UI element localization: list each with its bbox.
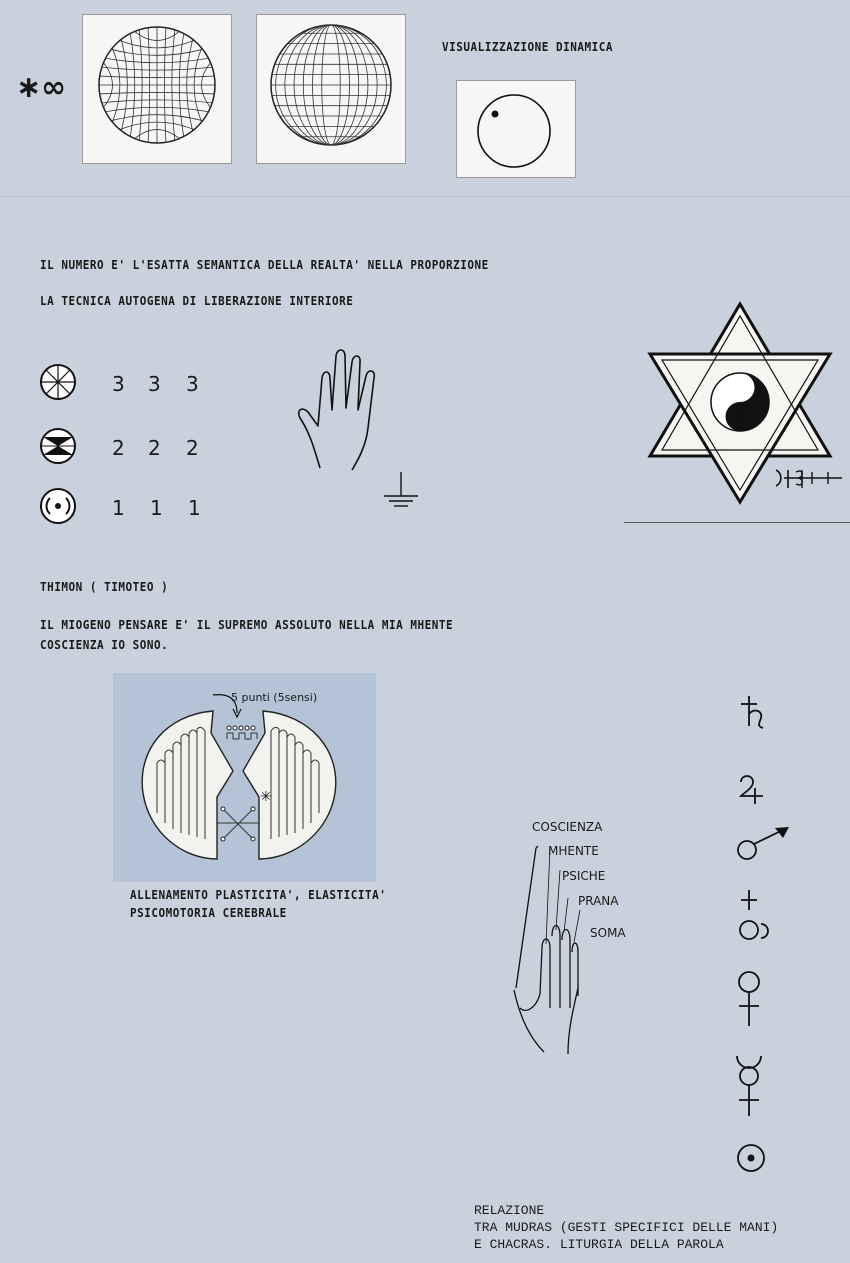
autogenic-technique-line: LA TECNICA AUTOGENA DI LIBERAZIONE INTERIORE [40, 294, 354, 309]
radiating-circle-icon [38, 486, 78, 526]
hourglass-circle-icon [38, 426, 78, 466]
visual-title: VISUALIZZAZIONE DINAMICA [442, 40, 613, 55]
star-infinity-symbol: ∗∞ [16, 70, 67, 105]
mercury-icon [733, 1054, 773, 1118]
hand-ground-icon [292, 348, 402, 528]
brain-diagram-panel [113, 673, 376, 882]
svg-text:✳: ✳ [260, 789, 272, 805]
alchemical-glyph-icon [770, 466, 850, 490]
relazione-line-3: E CHACRAS. LITURGIA DELLA PAROLA [474, 1237, 724, 1252]
thimon-heading: THIMON ( TIMOTEO ) [40, 580, 169, 595]
mars-icon [735, 826, 795, 866]
number-row-3-a: 3 [112, 372, 125, 396]
globe-grid-box [256, 14, 406, 164]
finger-label-soma: SOMA [590, 926, 626, 940]
number-semantics-line: IL NUMERO E' L'ESATTA SEMANTICA DELLA REALTA' NELLA PROPORZIONE [40, 258, 489, 273]
globe-grid-sphere-icon [257, 15, 405, 163]
dot-circle-icon [457, 81, 575, 177]
miogeno-line-2: COSCIENZA IO SONO. [40, 638, 169, 653]
sun-icon [735, 1140, 775, 1180]
number-row-2-c: 2 [186, 436, 199, 460]
earth-moon-icon [735, 888, 775, 944]
finger-label-prana: PRANA [578, 894, 619, 908]
number-row-1-b: 1 [150, 496, 163, 520]
brain-caption-1: ALLENAMENTO PLASTICITA', ELASTICITA' [130, 888, 387, 903]
five-senses-label: 5 punti (5sensi) [231, 691, 318, 704]
miogeno-line-1: IL MIOGENO PENSARE E' IL SUPREMO ASSOLUTO NELLA MIA MHENTE [40, 618, 454, 633]
wheel-icon [38, 362, 78, 402]
number-row-1-a: 1 [112, 496, 125, 520]
concave-grid-box [82, 14, 232, 164]
star-underline [624, 522, 850, 523]
brain-hemispheres-icon [113, 673, 376, 882]
faint-divider [0, 196, 850, 197]
jupiter-icon [735, 770, 775, 810]
number-row-3-c: 3 [186, 372, 199, 396]
dynamic-visual-box [456, 80, 576, 178]
venus-icon [735, 968, 775, 1028]
number-row-1-c: 1 [188, 496, 201, 520]
number-row-2-a: 2 [112, 436, 125, 460]
finger-label-mhente: MHENTE [548, 844, 599, 858]
number-row-3-b: 3 [148, 372, 161, 396]
relazione-line-2: TRA MUDRAS (GESTI SPECIFICI DELLE MANI) [474, 1220, 779, 1235]
saturn-icon [735, 692, 775, 732]
concave-grid-sphere-icon [83, 15, 231, 163]
finger-label-psiche: PSICHE [562, 869, 606, 883]
number-row-2-b: 2 [148, 436, 161, 460]
brain-caption-2: PSICOMOTORIA CEREBRALE [130, 906, 287, 921]
finger-label-coscienza: COSCIENZA [532, 820, 603, 834]
relazione-line-1: RELAZIONE [474, 1203, 545, 1218]
